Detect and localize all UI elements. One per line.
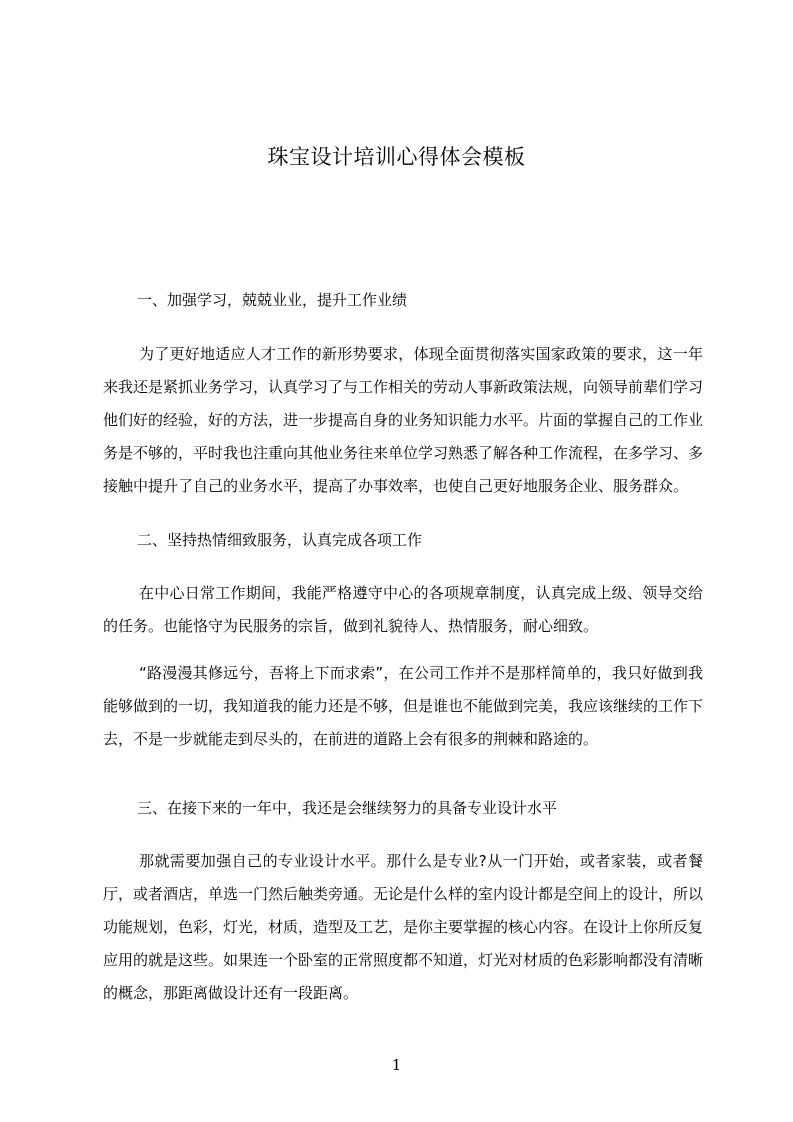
section-3-paragraph-1: 那就需要加强自己的专业设计水平。那什么是专业?从一门开始，或者家装，或者餐厅，或者酒店，单选一门然后触类旁通。无论是什么样的室内设计都是空间上的设计，所以功能规划，色彩，灯光，材质，造型及工艺，是你主要掌握的核心内容。在设计上你所反复应用的就是这些。如果连一个卧室的正常照度都不知道，灯光对材质的色彩影响都没有清晰的概念，那距离做设计还有一段距离。 xyxy=(103,852,704,1002)
section-heading-2: 二、坚持热情细致服务，认真完成各项工作 xyxy=(137,531,423,549)
page-number: 1 xyxy=(391,1056,402,1074)
document-title: 珠宝设计培训心得体会模板 xyxy=(267,145,526,169)
section-2-paragraph-2: “路漫漫其修远兮，吾将上下而求索”，在公司工作并不是那样简单的，我只好做到我能够做到的一切，我知道我的能力还是不够，但是谁也不能做到完美，我应该继续的工作下去，不是一步就能走到尽头的，在前进的道路上会有很多的荆棘和路途的。 xyxy=(103,664,704,748)
section-heading-1: 一、加强学习，兢兢业业，提升工作业绩 xyxy=(137,291,408,309)
section-heading-3: 三、在接下来的一年中，我还是会继续努力的具备专业设计水平 xyxy=(137,799,558,817)
section-2-paragraph-1: 在中心日常工作期间，我能严格遵守中心的各项规章制度，认真完成上级、领导交给的任务。也能恪守为民服务的宗旨，做到礼貌待人、热情服务，耐心细致。 xyxy=(103,584,703,635)
section-1-paragraph-1: 为了更好地适应人才工作的新形势要求，体现全面贯彻落实国家政策的要求，这一年来我还是紧抓业务学习，认真学习了与工作相关的劳动人事新政策法规，向领导前辈们学习他们好的经验，好的方法，进一步提高自身的业务知识能力水平。片面的掌握自己的工作业务是不够的，平时我也注重向其他业务往来单位学习熟悉了解各种工作流程，在多学习、多接触中提升了自己的业务水平，提高了办事效率，也使自己更好地服务企业、服务群众。 xyxy=(103,345,704,495)
